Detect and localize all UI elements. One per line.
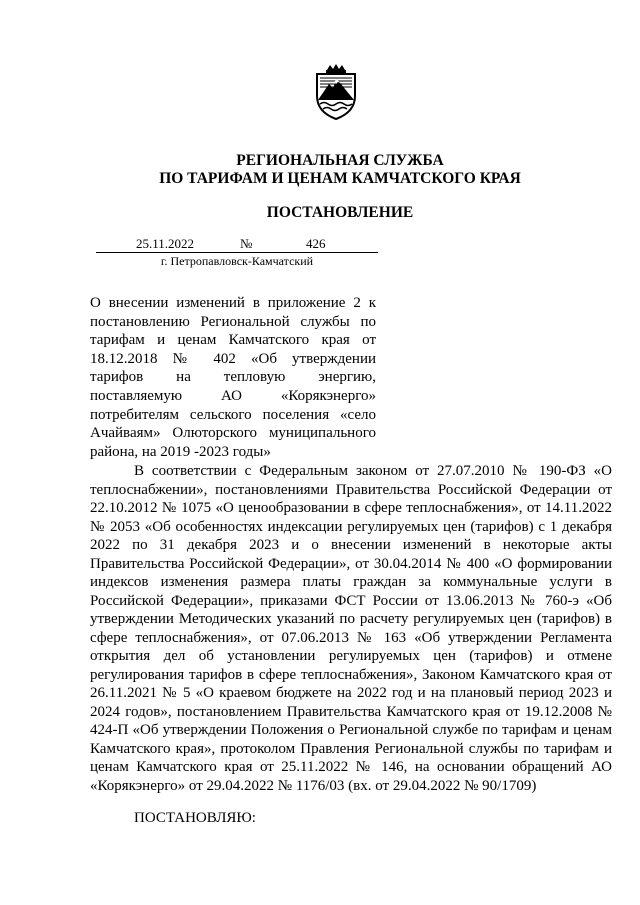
resolve-heading: ПОСТАНОВЛЯЮ:: [134, 810, 256, 826]
organization-name-line1: РЕГИОНАЛЬНАЯ СЛУЖБА: [236, 152, 444, 169]
number-sign: №: [240, 236, 253, 251]
document-number: 426: [306, 236, 326, 251]
city-name: г. Петропавловск-Камчатский: [160, 254, 314, 268]
document-subject: О внесении изменений в приложение 2 к постановлению Региональной службы по тарифам и ценам Камчатского края от 18.12.2018 № 402 «Об утверждении тарифов на тепловую энергию, поставляемую АО «Корякэнерго» потребителям сельского поселения «село Ачайваям» Олюторского муниципального района, на 2019 -2023 годы»: [90, 295, 376, 460]
document-reference-line: [96, 236, 378, 253]
kamchatka-coat-of-arms-icon: [315, 64, 357, 120]
document-type-title: ПОСТАНОВЛЕНИЕ: [266, 204, 414, 221]
preamble-paragraph: В соответствии с Федеральным законом от 27.07.2010 № 190-ФЗ «О теплоснабжении», постановлениями Правительства Российской Федерации от 22.10.2012 № 1075 «О ценообразовании в сфере теплоснабжения», от 14.11.2022 № 2053 «Об особенностях индексации регулируемых цен (тарифов) с 1 декабря 2022 по 31 декабря 2023 и о внесении изменений в некоторые акты Правительства Российской Федерации», от 30.04.2014 № 400 «О формировании индексов изменения размера платы граждан за коммунальные услуги в Российской Федерации», приказами ФСТ России от 13.06.2013 № 760-э «Об утверждении Методических указаний по расчету регулируемых цен (тарифов) в сфере теплоснабжения», от 07.06.2013 № 163 «Об утверждении Регламента открытия дел об установлении регулируемых цен (тарифов) и отмене регулирования тарифов в сфере теплоснабжения», Законом Камчатского края от 26.11.2021 № 5 «О краевом бюджете на 2022 год и на плановый период 2023 и 2024 годов», постановлением Правительства Камчатского края от 19.12.2008 № 424-П «Об утверждении Положения о Региональной службе по тарифам и ценам Камчатского края», протоколом Правления Региональной службы по тарифам и ценам Камчатского края от 25.11.2022 № 146, на основании обращений АО «Корякэнерго» от 29.04.2022 № 1176/03 (вх. от 29.04.2022 № 90/1709): [90, 463, 612, 794]
organization-name-line2: ПО ТАРИФАМ И ЦЕНАМ КАМЧАТСКОГО КРАЯ: [159, 170, 521, 187]
document-date: 25.11.2022: [136, 236, 195, 251]
